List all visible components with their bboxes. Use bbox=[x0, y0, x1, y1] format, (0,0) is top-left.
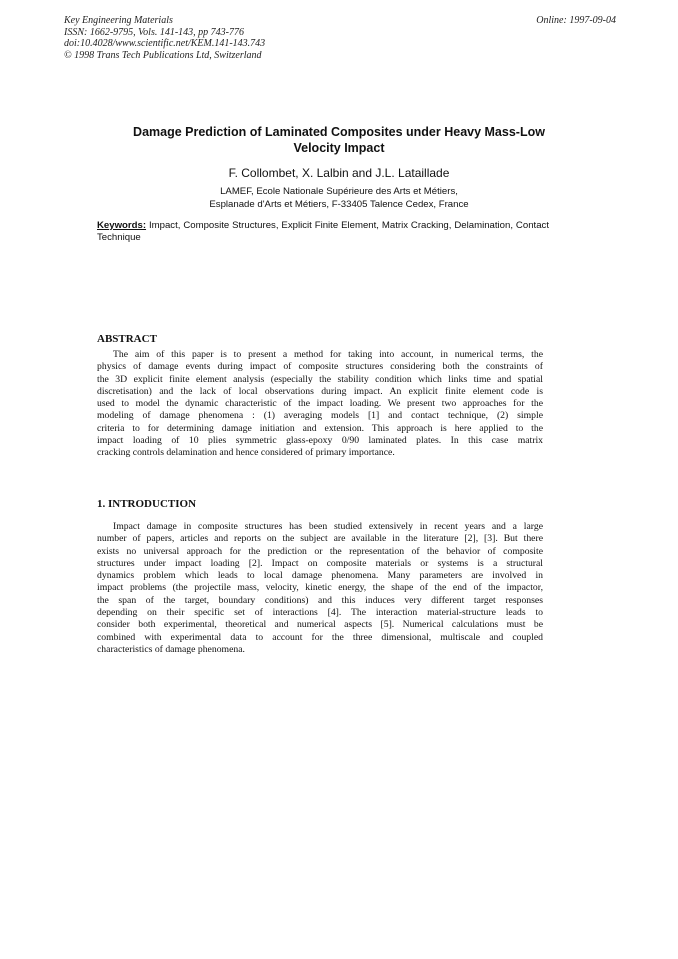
issn-line: ISSN: 1662-9795, Vols. 141-143, pp 743-776 bbox=[64, 26, 244, 38]
keywords bbox=[97, 220, 549, 244]
journal-name: Key Engineering Materials bbox=[64, 15, 173, 26]
affiliation-line: LAMEF, Ecole Nationale Supérieure des Arts et Métiers, bbox=[220, 186, 458, 197]
abstract-line: cracking controls delamination and hence considered of primary importance. bbox=[97, 447, 395, 459]
copyright-line: © 1998 Trans Tech Publications Ltd, Switzerland bbox=[64, 49, 262, 61]
abstract-line: used to model the dynamic characteristic of the impact loading. We present two approaches for the bbox=[97, 398, 543, 410]
paper-title bbox=[96, 124, 582, 156]
abstract-line: physics of damage events during impact of composite structures considering both the constraints of bbox=[97, 361, 543, 373]
abstract-line: discretisation) and the lack of local observations during impact. An explicit finite element code is bbox=[97, 385, 543, 397]
keywords-text: Impact, Composite Structures, Explicit Finite Element, Matrix Cracking, Delamination, Contact Technique bbox=[97, 220, 549, 243]
introduction-line: impact problems (the projectile mass, velocity, kinetic energy, the shape of the end of the impactor, bbox=[97, 582, 543, 594]
introduction-line: structures under impact loading [2]. Impact on composite materials or systems is a structural bbox=[97, 557, 543, 569]
affiliation-line: Esplanade d'Arts et Métiers, F-33405 Talence Cedex, France bbox=[209, 199, 469, 210]
introduction-line: consider both experimental, theoretical and numerical aspects [5]. Numerical calculations must be bbox=[97, 619, 543, 631]
introduction-line: number of papers, articles and reports on the subject are available in the literature [2], [3]. But there bbox=[97, 533, 543, 545]
abstract-line: modeling of damage phenomena : (1) averaging models [1] and contact technique, (2) simple bbox=[97, 410, 543, 422]
abstract-line: The aim of this paper is to present a method for taking into account, in numerical terms, the bbox=[113, 349, 543, 360]
abstract-line: the 3D explicit finite element analysis (especially the stability condition which links time and spatial bbox=[97, 373, 543, 385]
introduction-line: dynamics problem which leads to local damage phenomena. Many parameters are involved in bbox=[97, 570, 543, 582]
title-line: Velocity Impact bbox=[293, 141, 385, 155]
title-line: Damage Prediction of Laminated Composites under Heavy Mass-Low bbox=[133, 125, 545, 139]
abstract-heading: ABSTRACT bbox=[97, 333, 157, 345]
introduction-line: characteristics of damage phenomena. bbox=[97, 643, 245, 655]
introduction-line: Impact damage in composite structures has been studied extensively in recent years and a large bbox=[113, 521, 543, 532]
abstract-line: impact loading of 10 plies symmetric glass-epoxy 0/90 laminated plates. In this case matrix bbox=[97, 435, 543, 447]
journal-header bbox=[64, 15, 265, 61]
affiliation bbox=[96, 185, 582, 211]
abstract-body bbox=[97, 349, 543, 460]
doi-line: doi:10.4028/www.scientific.net/KEM.141-143.743 bbox=[64, 38, 266, 49]
abstract-line: criteria to for determining damage initiation and extension. This approach is here applied to the bbox=[97, 422, 543, 434]
introduction-line: depending on their specific set of interactions [4]. The interaction material-structure leads to bbox=[97, 607, 543, 619]
introduction-line: combined with experimental data to account for the three dimensional, multiscale and coupled bbox=[97, 631, 543, 643]
introduction-heading: 1. INTRODUCTION bbox=[97, 498, 197, 510]
online-date: Online: 1997-09-04 bbox=[536, 15, 616, 26]
author-list: F. Collombet, X. Lalbin and J.L. Lataillade bbox=[228, 166, 450, 180]
introduction-line: the span of the target, boundary conditions) and this induces very different target responses bbox=[97, 594, 543, 606]
introduction-line: exists no universal approach for the prediction or the representation of the behavior of composite bbox=[97, 545, 543, 557]
introduction-body bbox=[97, 521, 543, 656]
keywords-label: Keywords: bbox=[97, 220, 147, 231]
